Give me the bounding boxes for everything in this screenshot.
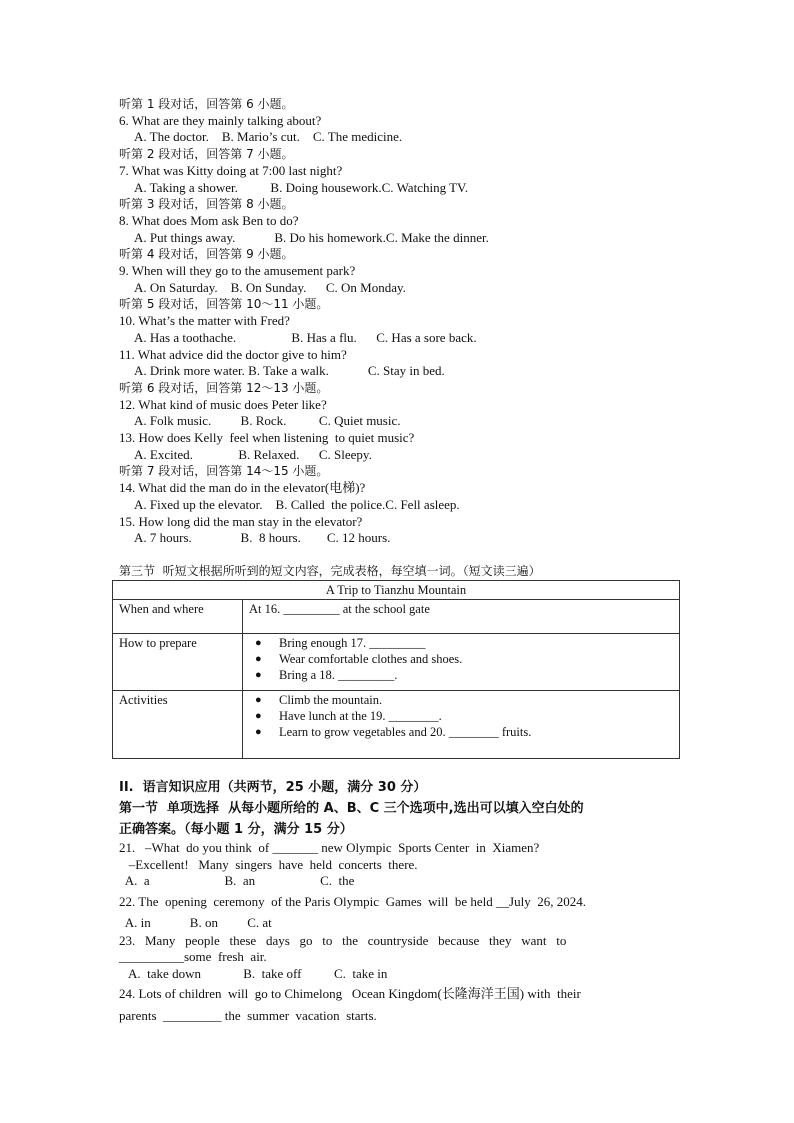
answer-options: A. Drink more water. B. Take a walk. C. Stay in bed. xyxy=(134,363,445,379)
question-text: 8. What does Mom ask Ben to do? xyxy=(119,212,299,228)
answer-options: A. Has a toothache. B. Has a flu. C. Has a sore back. xyxy=(134,329,477,345)
row-label-when: When and where xyxy=(113,600,243,634)
question-line: __________some fresh air. xyxy=(119,949,267,964)
list-item: ● Climb the mountain. xyxy=(249,692,673,708)
section-instruction: 听第 4 段对话，回答第 9 小题。 xyxy=(119,247,294,262)
question-line: A. a B. an C. the xyxy=(119,873,355,888)
list-item: ● Learn to grow vegetables and 20. ________ fruits. xyxy=(249,724,673,740)
list-item: ● Bring enough 17. _________ xyxy=(249,635,673,651)
answer-options: A. Fixed up the elevator. B. Called the police.C. Fell asleep. xyxy=(134,496,460,512)
answer-options: A. Taking a shower. B. Doing housework.C. Watching TV. xyxy=(134,179,468,195)
answer-options: A. Folk music. B. Rock. C. Quiet music. xyxy=(134,413,401,429)
question-text: 15. How long did the man stay in the elevator? xyxy=(119,513,363,529)
row-label-prepare: How to prepare xyxy=(113,634,243,691)
question-line: 21. –What do you think of _______ new Olympic Sports Center in Xiamen? xyxy=(119,840,540,855)
list-item: ● Have lunch at the 19. ________. xyxy=(249,708,673,724)
section-instruction: 听第 6 段对话，回答第 12～13 小题。 xyxy=(119,380,329,395)
prepare-list xyxy=(249,635,673,683)
part2-sub2: 正确答案。（每小题 1 分，满分 15 分） xyxy=(119,822,353,837)
section-instruction: 听第 2 段对话，回答第 7 小题。 xyxy=(119,147,294,162)
question-line: A. in B. on C. at xyxy=(119,915,272,930)
question-text: 7. What was Kitty doing at 7:00 last night? xyxy=(119,162,343,178)
answer-options: A. 7 hours. B. 8 hours. C. 12 hours. xyxy=(134,530,391,546)
list-item: ● Wear comfortable clothes and shoes. xyxy=(249,651,673,667)
table-title: A Trip to Tianzhu Mountain xyxy=(113,581,680,600)
answer-options: A. Put things away. B. Do his homework.C. Make the dinner. xyxy=(134,229,489,245)
question-line: –Excellent! Many singers have held concerts there. xyxy=(119,857,418,872)
question-text: 12. What kind of music does Peter like? xyxy=(119,396,327,412)
section-instruction: 听第 5 段对话，回答第 10～11 小题。 xyxy=(119,297,329,312)
question-line: parents _________ the summer vacation starts. xyxy=(119,1008,377,1023)
question-text: 10. What’s the matter with Fred? xyxy=(119,313,290,329)
section3-title: 第三节 听短文根据所听到的短文内容，完成表格，每空填一词。（短文读三遍） xyxy=(119,564,541,578)
section-instruction: 听第 7 段对话，回答第 14～15 小题。 xyxy=(119,464,329,479)
question-line: 23. Many people these days go to the countryside because they want to xyxy=(119,933,567,948)
question-line: 24. Lots of children will go to Chimelong Ocean Kingdom(长隆海洋王国) with their xyxy=(119,986,581,1001)
row-label-activities: Activities xyxy=(113,691,243,759)
part2-heading: II. 语言知识应用（共两节，25 小题，满分 30 分） xyxy=(119,780,427,795)
question-text: 9. When will they go to the amusement park? xyxy=(119,263,356,278)
question-text: 13. How does Kelly feel when listening to quiet music? xyxy=(119,430,415,445)
section-instruction: 听第 1 段对话，回答第 6 小题。 xyxy=(119,97,294,111)
part2-sub1: 第一节 单项选择 从每小题所给的 A、B、C 三个选项中,选出可以填入空白处的 xyxy=(119,801,584,816)
question-text: 11. What advice did the doctor give to him? xyxy=(119,346,347,362)
answer-options: A. On Saturday. B. On Sunday. C. On Monday. xyxy=(134,279,406,295)
question-text: 14. What did the man do in the elevator(电梯)? xyxy=(119,480,366,496)
row-content-when: At 16. _________ at the school gate xyxy=(243,600,680,634)
answer-options: A. Excited. B. Relaxed. C. Sleepy. xyxy=(134,446,372,462)
list-item: ● Bring a 18. _________. xyxy=(249,667,673,683)
trip-table xyxy=(112,580,680,759)
question-line: A. take down B. take off C. take in xyxy=(119,966,388,981)
question-line: 22. The opening ceremony of the Paris Olympic Games will be held __July 26, 2024. xyxy=(119,894,586,909)
answer-options: A. The doctor. B. Mario’s cut. C. The medicine. xyxy=(134,129,403,145)
activities-list xyxy=(249,692,673,740)
section-instruction: 听第 3 段对话，回答第 8 小题。 xyxy=(119,197,294,212)
question-text: 6. What are they mainly talking about? xyxy=(119,112,322,128)
